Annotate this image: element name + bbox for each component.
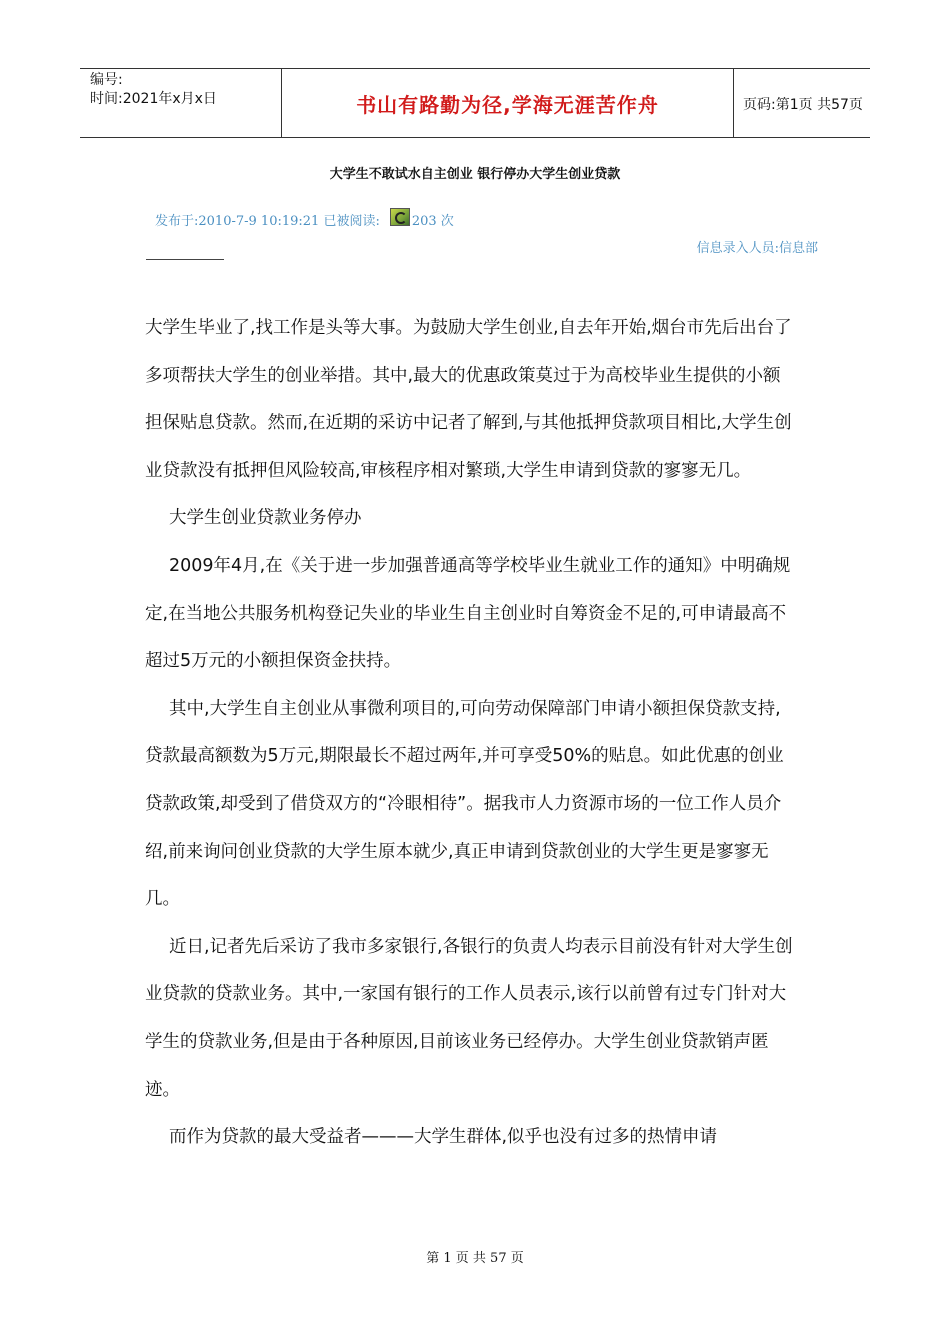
article-meta (155, 210, 454, 229)
divider-line (146, 259, 224, 260)
header-table (80, 68, 870, 138)
paragraph: 其中,大学生自主创业从事微利项目的,可向劳动保障部门申请小额担保贷款支持,贷款最高额数为5万元,期限最长不超过两年,并可享受50%的贴息。如此优惠的创业贷款政策,却受到了借贷双方的“冷眼相待”。据我市人力资源市场的一位工作人员介绍,前来询问创业贷款的大学生原本就少,真正申请到贷款创业的大学生更是寥寥无几。 (145, 698, 784, 910)
header-page-info: 页码:第1页 共57页 (743, 97, 863, 113)
paragraph: 2009年4月,在《关于进一步加强普通高等学校毕业生就业工作的通知》中明确规定,在当地公共服务机构登记失业的毕业生自主创业时自筹资金不足的,可申请最高不超过5万元的小额担保资金扶持。 (145, 555, 791, 672)
article-title: 大学生不敢试水自主创业 银行停办大学生创业贷款 (329, 167, 621, 182)
article-body (145, 305, 795, 1162)
paragraph: 大学生毕业了,找工作是头等大事。为鼓励大学生创业,自去年开始,烟台市先后出台了多项帮扶大学生的创业举措。其中,最大的优惠政策莫过于为高校毕业生提供的小额担保贴息贷款。然而,在近期的采访中记者了解到,与其他抵押贷款项目相比,大学生创业贷款没有抵押但风险较高,审核程序相对繁琐,大学生申请到贷款的寥寥无几。 (145, 318, 792, 481)
section-heading: 大学生创业贷款业务停办 (169, 508, 362, 529)
header-left-cell (80, 69, 282, 137)
document-time-label: 时间:2021年x月x日 (90, 91, 217, 107)
views-icon (390, 208, 410, 226)
view-count: 203 次 (411, 214, 454, 229)
published-label: 发布于:2010-7-9 10:19:21 已被阅读: (155, 214, 380, 229)
header-motto: 书山有路勤为径,学海无涯苦作舟 (356, 92, 659, 117)
paragraph: 而作为贷款的最大受益者———大学生群体,似乎也没有过多的热情申请 (169, 1127, 718, 1148)
paragraph: 近日,记者先后采访了我市多家银行,各银行的负责人均表示目前没有针对大学生创业贷款的贷款业务。其中,一家国有银行的工作人员表示,该行以前曾有过专门针对大学生的贷款业务,但是由于各种原因,目前该业务已经停办。大学生创业贷款销声匿迹。 (145, 936, 793, 1100)
header-motto-cell (282, 69, 734, 137)
entry-by: 信息录入人员:信息部 (696, 241, 818, 256)
document-number-label: 编号: (90, 72, 123, 88)
page-footer: 第 1 页 共 57 页 (426, 1251, 524, 1266)
